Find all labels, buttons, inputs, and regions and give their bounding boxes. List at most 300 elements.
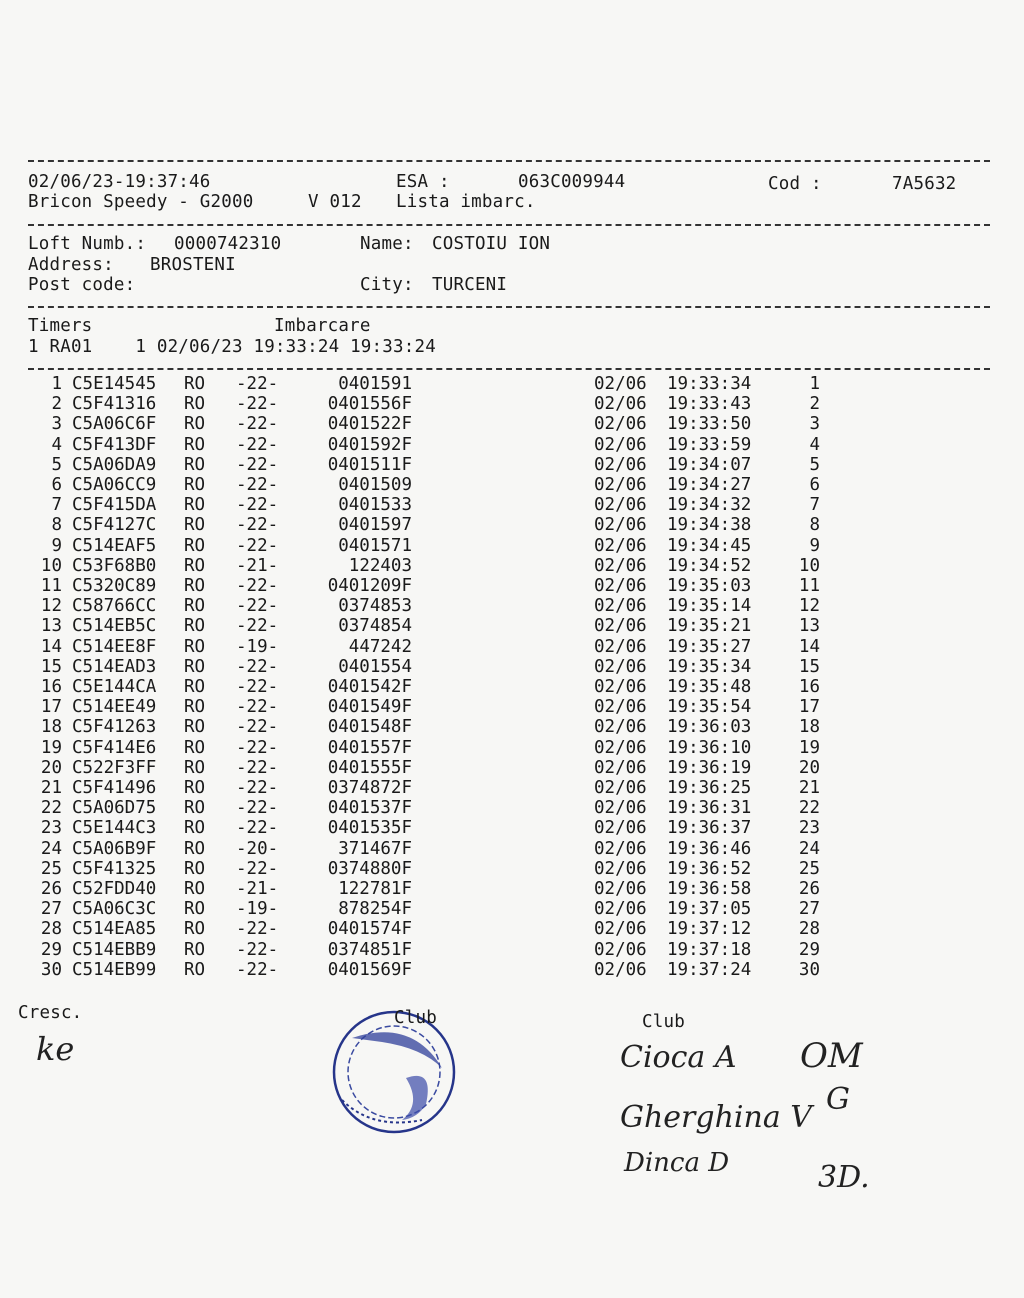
ring-code: C514EE49 [72,697,157,718]
entry-number: 5 [51,454,62,475]
arrival-time: 19:37:05 [667,899,752,920]
ring-year: -22- [236,939,279,960]
entry-number: 9 [51,535,62,556]
entry-row [0,475,1024,495]
arrival-time: 19:34:52 [667,555,752,576]
ring-code: C5A06B9F [72,838,157,859]
ring-code: C514EB5C [72,616,157,637]
arrival-rank: 19 [798,737,820,758]
arrival-rank: 1 [809,374,820,394]
country-code: RO [184,757,206,778]
entry-number: 3 [51,414,62,435]
arrival-rank: 20 [798,757,820,778]
ring-number: 0401522F [327,414,412,435]
ring-year: -22- [236,677,279,697]
ring-year: -22- [236,535,279,556]
ring-number: 0374872F [327,778,412,798]
entry-number: 10 [40,555,62,576]
ring-code: C5A06C6F [72,414,157,435]
entry-number: 22 [40,798,62,819]
ring-year: -22- [236,778,279,798]
entry-row [0,697,1024,717]
entry-number: 2 [51,394,62,415]
arrival-time: 19:36:31 [667,798,752,819]
ring-number: 0374851F [327,939,412,960]
ring-year: -22- [236,717,279,738]
ring-number: 0401535F [327,818,412,839]
entry-row [0,758,1024,778]
arrival-date: 02/06 [594,576,647,596]
ring-year: -22- [236,616,279,637]
imbarcare-label: Imbarcare [274,316,371,336]
arrival-time: 19:36:03 [667,717,752,738]
country-code: RO [184,939,206,960]
arrival-rank: 6 [809,475,820,495]
device-name: Bricon Speedy - G2000 [28,192,254,212]
arrival-date: 02/06 [594,858,647,879]
entry-number: 25 [40,858,62,879]
entry-number: 23 [40,818,62,839]
ring-code: C514EB99 [72,959,157,980]
arrival-rank: 24 [798,838,820,859]
arrival-rank: 15 [798,656,820,677]
arrival-rank: 5 [809,454,820,475]
esa-value: 063C009944 [518,172,626,192]
country-code: RO [184,475,206,495]
ring-code: C522F3FF [72,757,157,778]
ring-number: 0374853 [338,596,412,617]
arrival-rank: 27 [798,899,820,920]
cresc-label: Cresc. [18,1003,83,1023]
entry-row [0,818,1024,838]
entry-row [0,576,1024,596]
entry-number: 13 [40,616,62,637]
arrival-time: 19:33:50 [667,414,752,435]
ring-code: C5F41316 [72,394,157,415]
print-datetime: 02/06/23-19:37:46 [28,172,211,192]
country-code: RO [184,495,206,516]
entry-number: 18 [40,717,62,738]
entry-row [0,495,1024,515]
ring-code: C5F415DA [72,495,157,516]
country-code: RO [184,656,206,677]
ring-code: C514EBB9 [72,939,157,960]
entry-number: 4 [51,434,62,455]
ring-year: -22- [236,475,279,495]
ring-number: 0401548F [327,717,412,738]
ring-code: C514EAD3 [72,656,157,677]
arrival-rank: 28 [798,919,820,940]
entry-row [0,657,1024,677]
arrival-rank: 21 [798,778,820,798]
arrival-date: 02/06 [594,454,647,475]
entry-row [0,556,1024,576]
ring-year: -22- [236,374,279,394]
arrival-time: 19:37:18 [667,939,752,960]
arrival-time: 19:35:34 [667,656,752,677]
ring-code: C5E144CA [72,677,157,697]
ring-number: 0401554 [338,656,412,677]
arrival-time: 19:36:10 [667,737,752,758]
arrival-rank: 14 [798,636,820,657]
separator-line [28,160,990,162]
ring-year: -22- [236,798,279,819]
entry-row [0,919,1024,939]
loft-label: Loft Numb.: [28,234,147,254]
arrival-date: 02/06 [594,475,647,495]
arrival-date: 02/06 [594,919,647,940]
ring-number: 0401555F [327,757,412,778]
arrival-rank: 23 [798,818,820,839]
list-title: Lista imbarc. [396,192,536,212]
ring-number: 122781F [338,879,412,899]
country-code: RO [184,636,206,657]
entry-number: 29 [40,939,62,960]
ring-number: 0401511F [327,454,412,475]
ring-number: 0401549F [327,697,412,718]
separator-line [28,306,990,308]
arrival-date: 02/06 [594,596,647,617]
country-code: RO [184,576,206,596]
ring-code: C5F41263 [72,717,157,738]
signature-name: Dinca D [624,1148,730,1178]
arrival-rank: 7 [809,495,820,516]
ring-number: 0374854 [338,616,412,637]
country-code: RO [184,959,206,980]
arrival-date: 02/06 [594,555,647,576]
ring-number: 878254F [338,899,412,920]
arrival-date: 02/06 [594,414,647,435]
arrival-date: 02/06 [594,656,647,677]
entry-row [0,940,1024,960]
arrival-date: 02/06 [594,838,647,859]
ring-number: 0401209F [327,576,412,596]
arrival-rank: 4 [809,434,820,455]
city-label: City: [360,275,414,295]
ring-year: -22- [236,959,279,980]
ring-number: 0401569F [327,959,412,980]
ring-code: C53F68B0 [72,555,157,576]
arrival-rank: 9 [809,535,820,556]
device-version: V 012 [308,192,362,212]
ring-number: 0374880F [327,858,412,879]
ring-number: 122403 [348,555,412,576]
entry-number: 27 [40,899,62,920]
arrival-time: 19:36:25 [667,778,752,798]
ring-code: C58766CC [72,596,157,617]
country-code: RO [184,454,206,475]
arrival-rank: 8 [809,515,820,536]
arrival-date: 02/06 [594,636,647,657]
club-label-stamp: Club [394,1008,437,1028]
entry-row [0,637,1024,657]
entry-number: 21 [40,778,62,798]
ring-code: C5A06C3C [72,899,157,920]
entry-number: 14 [40,636,62,657]
ring-number: 0401571 [338,535,412,556]
arrival-time: 19:35:14 [667,596,752,617]
cod-label: Cod : [768,174,822,194]
signature-name: Cioca A [620,1040,737,1075]
country-code: RO [184,677,206,697]
ring-year: -22- [236,818,279,839]
arrival-rank: 18 [798,717,820,738]
arrival-date: 02/06 [594,818,647,839]
arrival-time: 19:34:27 [667,475,752,495]
entry-row [0,960,1024,980]
entry-row [0,778,1024,798]
ring-code: C514EAF5 [72,535,157,556]
country-code: RO [184,596,206,617]
entry-number: 30 [40,959,62,980]
ring-year: -22- [236,858,279,879]
entry-number: 6 [51,475,62,495]
arrival-date: 02/06 [594,798,647,819]
entry-number: 7 [51,495,62,516]
ring-year: -20- [236,838,279,859]
country-code: RO [184,899,206,920]
ring-code: C5F413DF [72,434,157,455]
entry-row [0,515,1024,535]
signature-name: Gherghina V [620,1100,812,1135]
country-code: RO [184,838,206,859]
ring-number: 0401597 [338,515,412,536]
entry-number: 16 [40,677,62,697]
arrival-time: 19:36:52 [667,858,752,879]
entry-row [0,414,1024,434]
arrival-rank: 16 [798,677,820,697]
arrival-time: 19:35:54 [667,697,752,718]
arrival-time: 19:33:59 [667,434,752,455]
ring-year: -22- [236,576,279,596]
country-code: RO [184,798,206,819]
ring-code: C514EA85 [72,919,157,940]
entry-row [0,596,1024,616]
arrival-rank: 26 [798,879,820,899]
ring-year: -22- [236,454,279,475]
arrival-time: 19:36:46 [667,838,752,859]
arrival-time: 19:37:12 [667,919,752,940]
arrival-time: 19:35:21 [667,616,752,637]
arrival-date: 02/06 [594,757,647,778]
entry-number: 8 [51,515,62,536]
arrival-rank: 13 [798,616,820,637]
arrival-rank: 17 [798,697,820,718]
entry-number: 19 [40,737,62,758]
ring-code: C5E144C3 [72,818,157,839]
arrival-date: 02/06 [594,697,647,718]
arrival-date: 02/06 [594,374,647,394]
entry-row [0,394,1024,414]
ring-year: -22- [236,434,279,455]
arrival-date: 02/06 [594,434,647,455]
country-code: RO [184,778,206,798]
country-code: RO [184,394,206,415]
arrival-time: 19:35:48 [667,677,752,697]
ring-number: 0401509 [338,475,412,495]
cresc-signature: ke [36,1030,75,1068]
entry-number: 11 [40,576,62,596]
ring-code: C5320C89 [72,576,157,596]
arrival-rank: 2 [809,394,820,415]
arrival-rank: 10 [798,555,820,576]
arrival-date: 02/06 [594,717,647,738]
country-code: RO [184,414,206,435]
ring-year: -22- [236,737,279,758]
country-code: RO [184,616,206,637]
arrival-date: 02/06 [594,394,647,415]
arrival-time: 19:35:03 [667,576,752,596]
arrival-time: 19:33:34 [667,374,752,394]
separator-line [28,368,990,370]
ring-year: -22- [236,596,279,617]
entry-number: 15 [40,656,62,677]
postcode-label: Post code: [28,275,136,295]
ring-number: 371467F [338,838,412,859]
arrival-time: 19:35:27 [667,636,752,657]
arrival-rank: 30 [798,959,820,980]
arrival-rank: 11 [798,576,820,596]
ring-number: 0401537F [327,798,412,819]
arrival-rank: 3 [809,414,820,435]
signature-mark: 3D. [818,1160,870,1195]
ring-number: 0401533 [338,495,412,516]
entry-row [0,374,1024,394]
arrival-time: 19:36:19 [667,757,752,778]
arrival-date: 02/06 [594,616,647,637]
arrival-rank: 12 [798,596,820,617]
address-value: BROSTENI [150,255,236,275]
country-code: RO [184,535,206,556]
country-code: RO [184,515,206,536]
ring-number: 0401556F [327,394,412,415]
entry-row [0,717,1024,737]
name-label: Name: [360,234,414,254]
arrival-date: 02/06 [594,778,647,798]
ring-code: C5F41496 [72,778,157,798]
ring-year: -22- [236,656,279,677]
arrival-date: 02/06 [594,959,647,980]
arrival-rank: 29 [798,939,820,960]
entry-number: 28 [40,919,62,940]
country-code: RO [184,374,206,394]
ring-code: C5F41325 [72,858,157,879]
entry-row [0,677,1024,697]
ring-year: -22- [236,495,279,516]
entry-row [0,455,1024,475]
ring-year: -19- [236,899,279,920]
ring-number: 0401557F [327,737,412,758]
country-code: RO [184,697,206,718]
signature-mark: G [826,1082,850,1117]
ring-code: C5E14545 [72,374,157,394]
ring-year: -21- [236,879,279,899]
entry-number: 1 [51,374,62,394]
ring-code: C514EE8F [72,636,157,657]
cod-value: 7A5632 [892,174,957,194]
arrival-date: 02/06 [594,495,647,516]
country-code: RO [184,434,206,455]
country-code: RO [184,858,206,879]
entry-row [0,536,1024,556]
ring-number: 0401574F [327,919,412,940]
entry-row [0,839,1024,859]
ring-number: 447242 [348,636,412,657]
owner-name: COSTOIU ION [432,234,551,254]
arrival-date: 02/06 [594,535,647,556]
ring-number: 0401591 [338,374,412,394]
ring-year: -22- [236,757,279,778]
timer-line: 1 RA01 1 02/06/23 19:33:24 19:33:24 [28,337,436,357]
arrival-time: 19:34:45 [667,535,752,556]
ring-code: C5A06CC9 [72,475,157,495]
entry-row [0,616,1024,636]
arrival-time: 19:34:32 [667,495,752,516]
arrival-time: 19:36:37 [667,818,752,839]
arrival-time: 19:37:24 [667,959,752,980]
entry-row [0,738,1024,758]
loft-number: 0000742310 [174,234,282,254]
ring-number: 0401592F [327,434,412,455]
ring-year: -19- [236,636,279,657]
arrival-time: 19:33:43 [667,394,752,415]
entry-row [0,859,1024,879]
entry-number: 24 [40,838,62,859]
ring-code: C5A06D75 [72,798,157,819]
ring-code: C5F414E6 [72,737,157,758]
entry-number: 26 [40,879,62,899]
ring-code: C5A06DA9 [72,454,157,475]
arrival-rank: 22 [798,798,820,819]
arrival-date: 02/06 [594,515,647,536]
country-code: RO [184,717,206,738]
arrival-date: 02/06 [594,879,647,899]
ring-code: C52FDD40 [72,879,157,899]
country-code: RO [184,818,206,839]
timers-label: Timers [28,316,93,336]
arrival-date: 02/06 [594,939,647,960]
address-label: Address: [28,255,114,275]
entry-row [0,899,1024,919]
entry-number: 12 [40,596,62,617]
arrival-rank: 25 [798,858,820,879]
arrival-date: 02/06 [594,899,647,920]
club-label: Club [642,1012,685,1032]
arrival-time: 19:34:07 [667,454,752,475]
signature-mark: OM [800,1036,863,1076]
ring-year: -22- [236,919,279,940]
country-code: RO [184,919,206,940]
ring-year: -22- [236,515,279,536]
arrival-time: 19:34:38 [667,515,752,536]
country-code: RO [184,879,206,899]
country-code: RO [184,737,206,758]
ring-number: 0401542F [327,677,412,697]
entry-row [0,879,1024,899]
country-code: RO [184,555,206,576]
ring-code: C5F4127C [72,515,157,536]
ring-year: -22- [236,394,279,415]
entry-number: 17 [40,697,62,718]
entry-row [0,435,1024,455]
ring-year: -22- [236,697,279,718]
ring-year: -22- [236,414,279,435]
ring-year: -21- [236,555,279,576]
separator-line [28,224,990,226]
entry-row [0,798,1024,818]
esa-label: ESA : [396,172,450,192]
arrival-date: 02/06 [594,677,647,697]
